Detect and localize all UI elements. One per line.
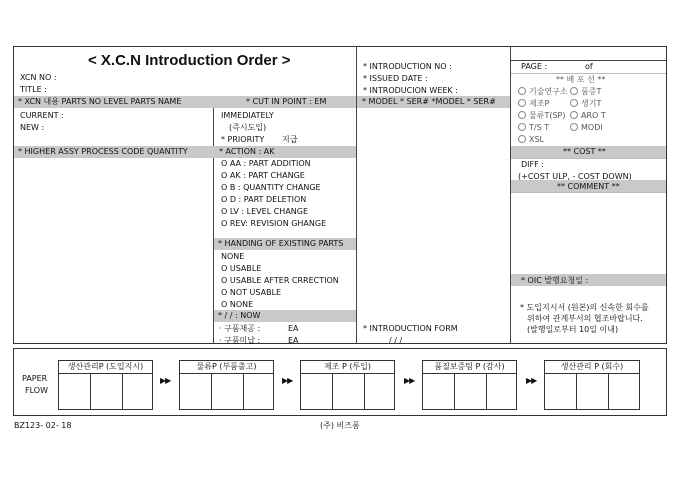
handing-option[interactable]: O USABLE AFTER CRRECTION [221, 276, 339, 285]
introduction-no-field[interactable]: * INTRODUCTION NO : [363, 62, 452, 71]
flow-arrow-icon: ▶▶ [526, 376, 537, 385]
circle-icon [518, 99, 526, 107]
circle-icon [570, 111, 578, 119]
priority-label: * PRIORITY [221, 135, 265, 144]
comment-header: ** COMMENT ** [557, 182, 620, 191]
flow-box [58, 360, 153, 410]
flow-box-title: 제조 P (투입) [301, 361, 394, 374]
old-stock-wip-unit: EA [288, 324, 299, 333]
handing-option[interactable]: O NOT USABLE [221, 288, 282, 297]
form-frame [13, 46, 667, 344]
distribution-item[interactable]: T/S T [518, 123, 549, 133]
flow-box [179, 360, 274, 410]
distribution-header: ** 배 포 선 ** [556, 75, 606, 84]
company-name: (주) 비즈폼 [320, 421, 360, 430]
distribution-item[interactable]: MODI [570, 123, 603, 133]
distribution-item[interactable]: 제조P [518, 99, 549, 109]
old-stock-wip-label: · 구품재공 : [219, 324, 261, 333]
handing-option[interactable]: O USABLE [221, 264, 262, 273]
flow-box-divider [608, 373, 609, 409]
action-option[interactable]: O D : PART DELETION [221, 195, 307, 204]
distribution-item[interactable]: 물류T(SP) [518, 111, 566, 121]
now-header: * / / : NOW [218, 311, 261, 320]
circle-icon [518, 135, 526, 143]
cost-divider-line [511, 158, 666, 159]
introduction-form-label: * INTRODUCTION FORM [363, 324, 458, 333]
action-option[interactable]: O B : QUANTITY CHANGE [221, 183, 321, 192]
flow-box [300, 360, 395, 410]
distribution-divider-line [511, 73, 666, 74]
introduction-week-field[interactable]: * INTRODUCION WEEK : [363, 86, 458, 95]
cut-in-point-header: * CUT IN POINT : EM [246, 97, 327, 106]
handing-option[interactable]: O NONE [221, 300, 254, 309]
flow-box [422, 360, 517, 410]
flow-box-title: 물류P (부품출고) [180, 361, 273, 374]
paper-flow-label-2: FLOW [25, 386, 48, 395]
circle-icon [570, 123, 578, 131]
comment-divider-line [511, 192, 666, 193]
action-header: * ACTION : AK [219, 147, 275, 156]
oic-request-date-field[interactable]: * OIC 발행요청일 : [521, 276, 589, 285]
action-option[interactable]: O REV: REVISION GHANGE [221, 219, 327, 228]
old-stock-undelivered-unit: EA [288, 336, 299, 345]
flow-box-divider [454, 373, 455, 409]
distribution-item[interactable]: 기술연구소 [518, 87, 568, 97]
notice-line-3: (발행일로부터 10일 이내) [527, 325, 619, 334]
flow-box-divider [364, 373, 365, 409]
flow-box-divider [486, 373, 487, 409]
circle-icon [570, 87, 578, 95]
immediately-kr-label: (즉시도입) [229, 123, 267, 132]
distribution-item[interactable]: ARO T [570, 111, 606, 121]
old-stock-undelivered-label: · 구품미납 : [219, 336, 261, 345]
flow-box-title: 생산관리 P (회수) [545, 361, 639, 374]
title-field[interactable]: TITLE : [20, 85, 47, 94]
flow-arrow-icon: ▶▶ [160, 376, 171, 385]
parts-header: * XCN 내용 PARTS NO LEVEL PARTS NAME [18, 97, 182, 106]
handing-option[interactable]: NONE [221, 252, 245, 261]
distribution-item[interactable]: XSL [518, 135, 544, 145]
higher-assy-header: * HIGHER ASSY PROCESS CODE QUANTITY [18, 147, 188, 156]
issued-date-field[interactable]: * ISSUED DATE : [363, 74, 428, 83]
divider-col-3 [356, 46, 357, 344]
flow-box-divider [576, 373, 577, 409]
circle-icon [518, 111, 526, 119]
flow-arrow-icon: ▶▶ [404, 376, 415, 385]
flow-box-divider [332, 373, 333, 409]
notice-line-1: * 도입지시서 (원본)의 신속한 회수를 [520, 303, 649, 312]
divider-col-2 [213, 96, 214, 344]
current-field[interactable]: CURRENT : [20, 111, 64, 120]
flow-box-title: 품질보증팀 P (감사) [423, 361, 516, 374]
circle-icon [518, 123, 526, 131]
new-field[interactable]: NEW : [20, 123, 45, 132]
page-of-label: of [585, 62, 593, 71]
form-title: < X.C.N Introduction Order > [88, 52, 291, 69]
action-option[interactable]: O AA : PART ADDITION [221, 159, 311, 168]
immediately-label: IMMEDIATELY [221, 111, 274, 120]
cost-diff-field[interactable]: DIFF : [521, 160, 544, 169]
flow-box-divider [211, 373, 212, 409]
handing-header: * HANDING OF EXISTING PARTS [218, 239, 344, 248]
page-label: PAGE : [521, 62, 548, 71]
form-code: BZ123- 02- 18 [14, 421, 72, 430]
flow-box-divider [243, 373, 244, 409]
circle-icon [570, 99, 578, 107]
cost-description: (+COST ULP, - COST DOWN) [518, 172, 632, 181]
page-divider-line [511, 60, 666, 61]
circle-icon [518, 87, 526, 95]
model-ser-header: * MODEL * SER# *MODEL * SER# [362, 97, 496, 106]
introduction-form-date[interactable]: / / / [389, 336, 403, 345]
cost-header: ** COST ** [563, 147, 606, 156]
priority-value: 지급 [282, 135, 298, 144]
paper-flow-label-1: PAPER [22, 374, 48, 383]
notice-line-2: 위하여 관계부서의 협조바랍니다. [527, 314, 643, 323]
action-option[interactable]: O AK : PART CHANGE [221, 171, 305, 180]
flow-box-title: 생산관리P (도입지시) [59, 361, 152, 374]
flow-box-divider [122, 373, 123, 409]
divider-col-4 [510, 46, 511, 344]
flow-box [544, 360, 640, 410]
flow-arrow-icon: ▶▶ [282, 376, 293, 385]
distribution-item[interactable]: 생기T [570, 99, 601, 109]
action-option[interactable]: O LV : LEVEL CHANGE [221, 207, 309, 216]
xcn-no-field[interactable]: XCN NO : [20, 73, 57, 82]
flow-box-divider [90, 373, 91, 409]
distribution-item[interactable]: 품증T [570, 87, 601, 97]
